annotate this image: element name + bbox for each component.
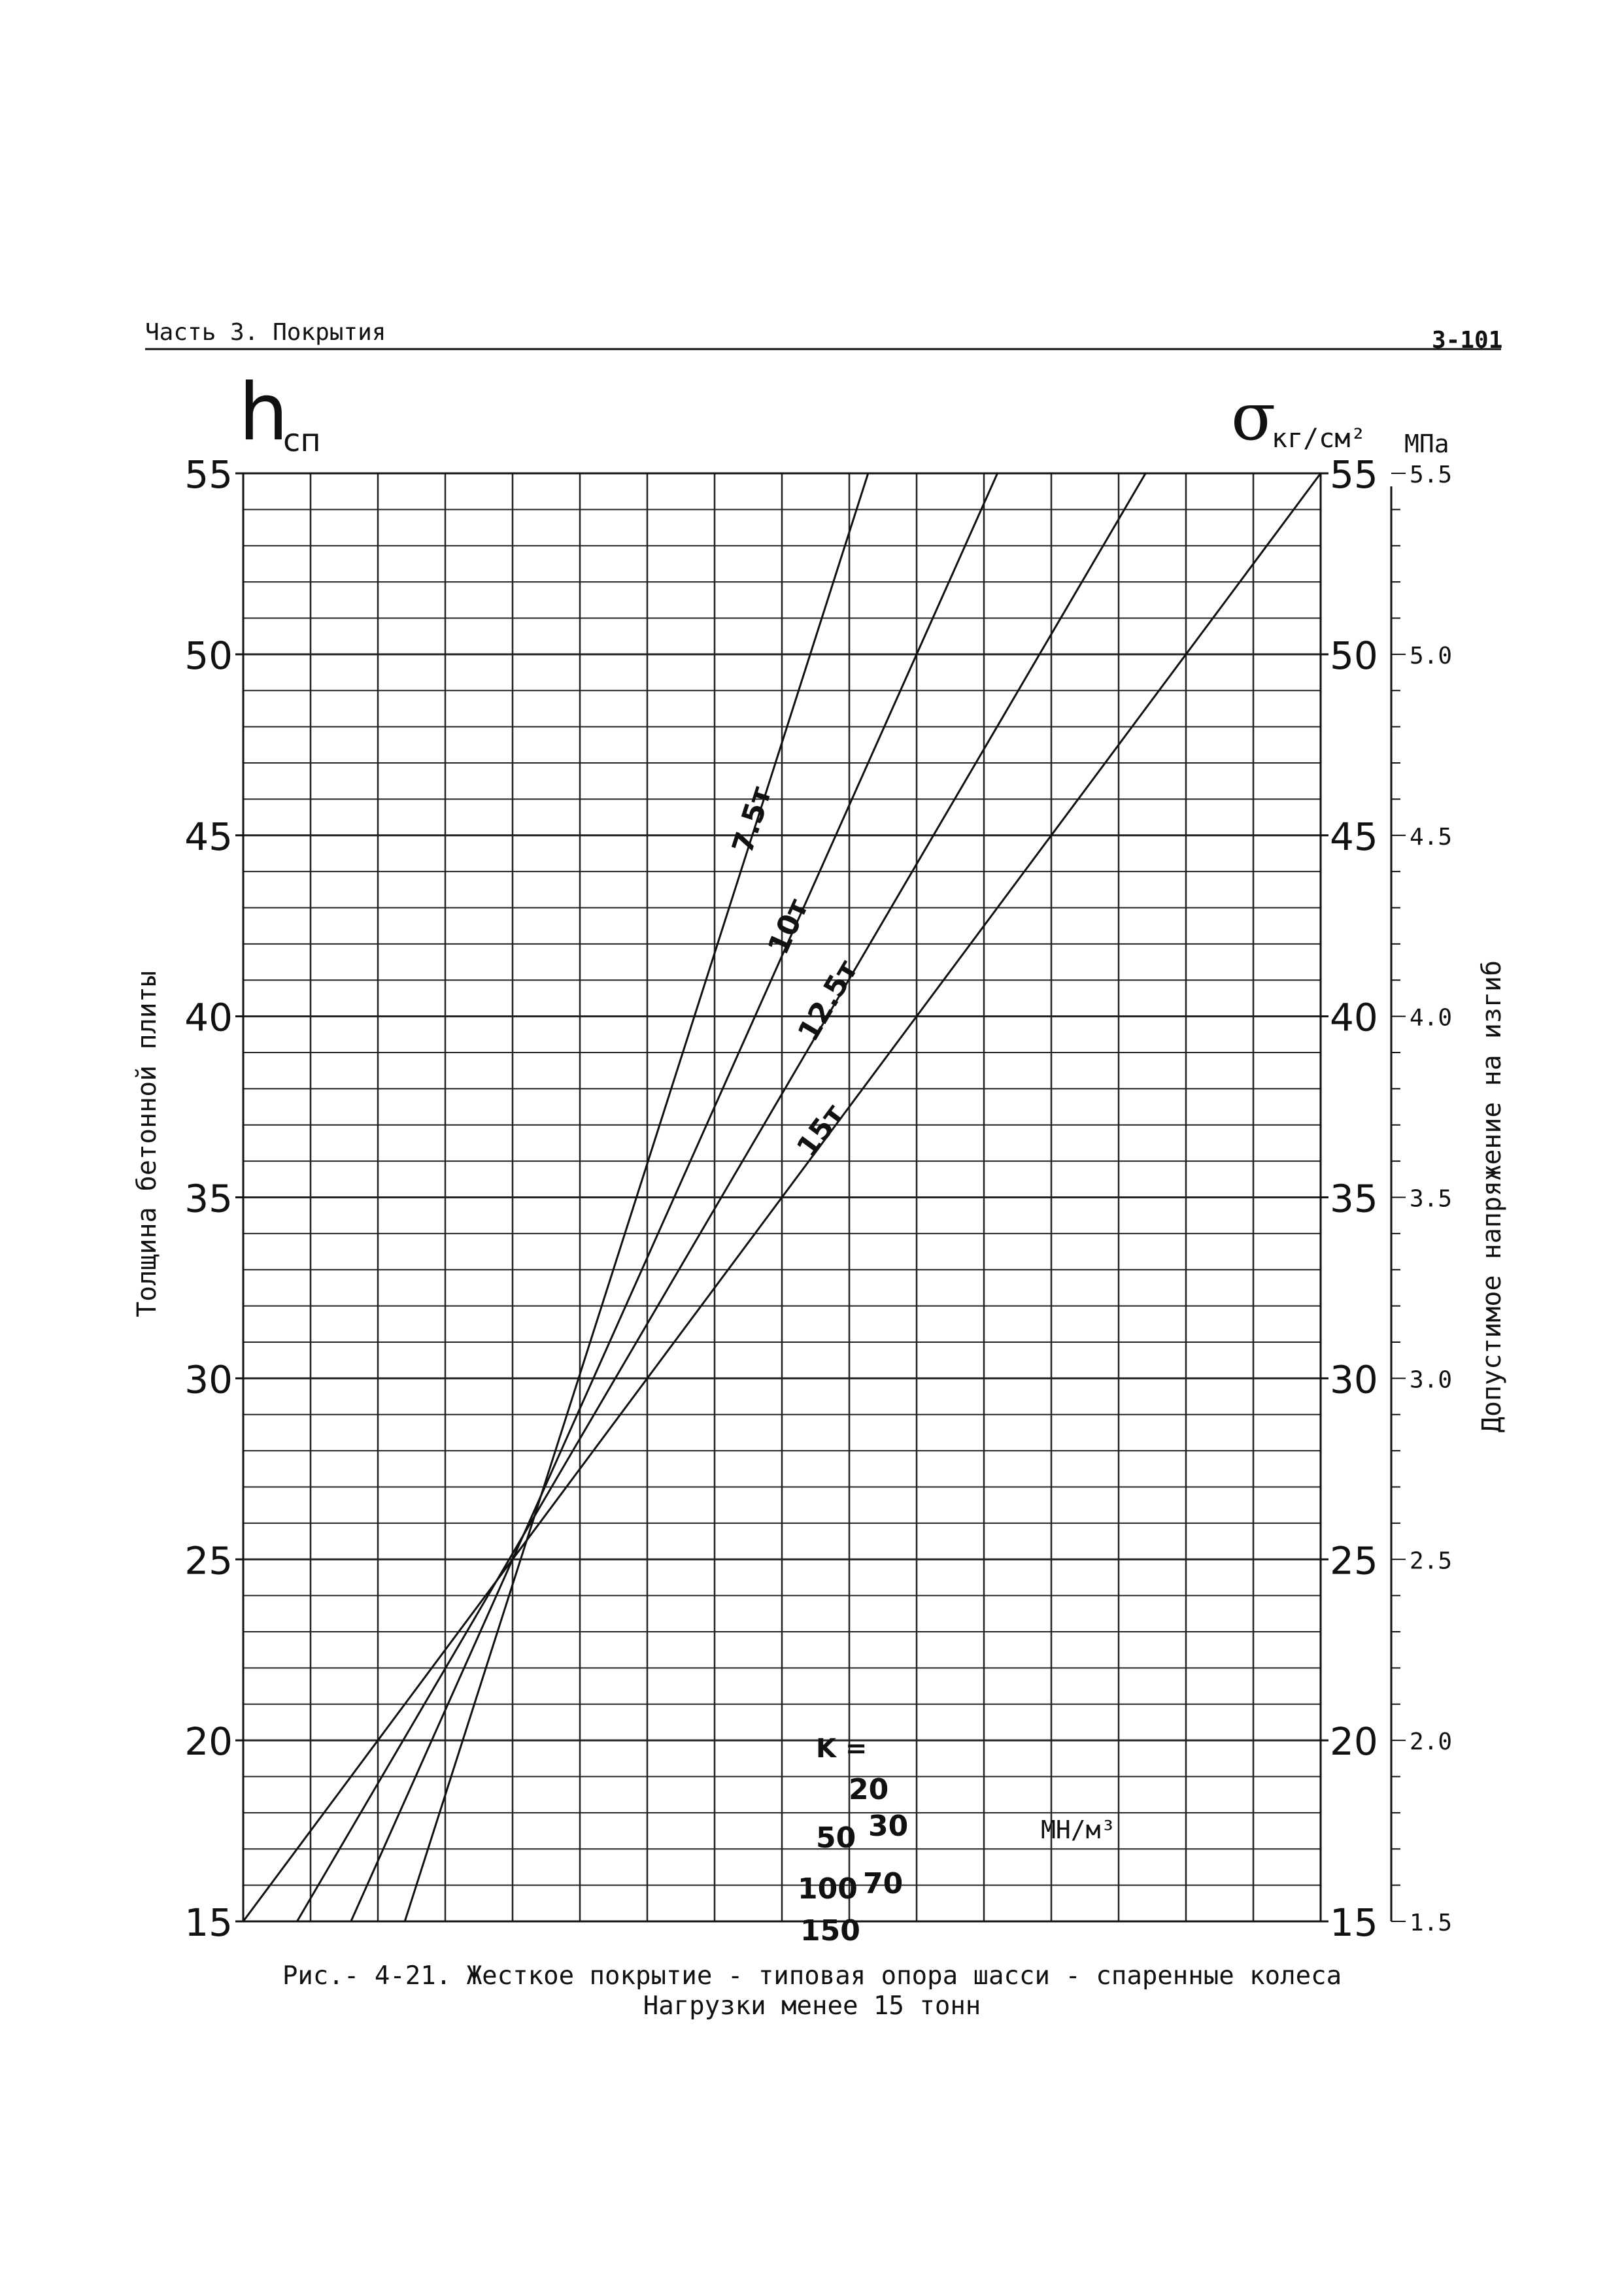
- left-axis-label: Толщина бетонной плиты: [132, 971, 162, 1317]
- figure-caption: Рис.- 4-21. Жесткое покрытие - типовая опора шасси - спаренные колеса: [282, 1961, 1342, 1991]
- mpa-axis-label: Допустимое напряжение на изгиб: [1477, 960, 1507, 1433]
- left-tick-label: 15: [184, 1900, 233, 1945]
- k-unit: МН/м³: [1041, 1815, 1116, 1844]
- k-value-30: 30: [868, 1810, 909, 1843]
- right-axis-symbol: σ: [1231, 379, 1276, 455]
- mpa-tick-label: 4.0: [1410, 1004, 1453, 1032]
- k-value-20: 20: [849, 1773, 889, 1806]
- left-tick-label: 35: [184, 1176, 233, 1221]
- k-value-70: 70: [863, 1867, 904, 1900]
- mpa-tick-label: 3.5: [1410, 1185, 1453, 1213]
- left-axis-symbol: h: [239, 367, 289, 458]
- section-title: Часть 3. Покрытия: [145, 319, 386, 346]
- left-tick-label: 50: [184, 633, 233, 678]
- mpa-tick-label: 1.5: [1410, 1910, 1453, 1936]
- mpa-unit: МПа: [1404, 430, 1449, 458]
- axes: [184, 452, 1452, 1945]
- right-tick-label: 40: [1330, 995, 1378, 1040]
- right-tick-label: 35: [1330, 1176, 1378, 1221]
- left-tick-label: 40: [184, 995, 233, 1040]
- k-legend: [798, 1734, 1115, 1948]
- mpa-tick-label: 4.5: [1410, 823, 1453, 851]
- left-axis-subscript: сп: [283, 422, 321, 459]
- k-value-50: 50: [816, 1821, 856, 1855]
- right-tick-label: 55: [1330, 452, 1378, 497]
- figure-caption-subtitle: Нагрузки менее 15 тонн: [643, 1991, 981, 2021]
- series-label: 7.5т: [726, 783, 779, 858]
- left-tick-label: 55: [184, 452, 233, 497]
- series-label: 12.5т: [791, 954, 865, 1047]
- k-value-150: 150: [800, 1914, 860, 1948]
- left-tick-label: 25: [184, 1538, 233, 1583]
- mpa-tick-label: 5.5: [1410, 462, 1453, 488]
- right-tick-label: 50: [1330, 633, 1378, 678]
- left-tick-label: 20: [184, 1719, 233, 1764]
- page-number: 3-101: [1432, 327, 1503, 354]
- right-axis-subscript: кг/см²: [1272, 424, 1366, 454]
- series-label: 15т: [790, 1098, 851, 1164]
- right-tick-label: 20: [1330, 1719, 1378, 1764]
- left-tick-label: 30: [184, 1357, 233, 1402]
- k-value-100: 100: [798, 1872, 858, 1906]
- right-tick-label: 15: [1330, 1900, 1378, 1945]
- right-tick-label: 45: [1330, 814, 1378, 859]
- mpa-tick-label: 2.5: [1410, 1547, 1453, 1575]
- mpa-tick-label: 5.0: [1410, 642, 1453, 669]
- right-tick-label: 30: [1330, 1357, 1378, 1402]
- right-tick-label: 25: [1330, 1538, 1378, 1583]
- k-label: K =: [816, 1734, 868, 1764]
- left-tick-label: 45: [184, 814, 233, 859]
- mpa-tick-label: 3.0: [1410, 1366, 1453, 1394]
- series-label: 10т: [761, 894, 815, 960]
- mpa-tick-label: 2.0: [1410, 1729, 1453, 1756]
